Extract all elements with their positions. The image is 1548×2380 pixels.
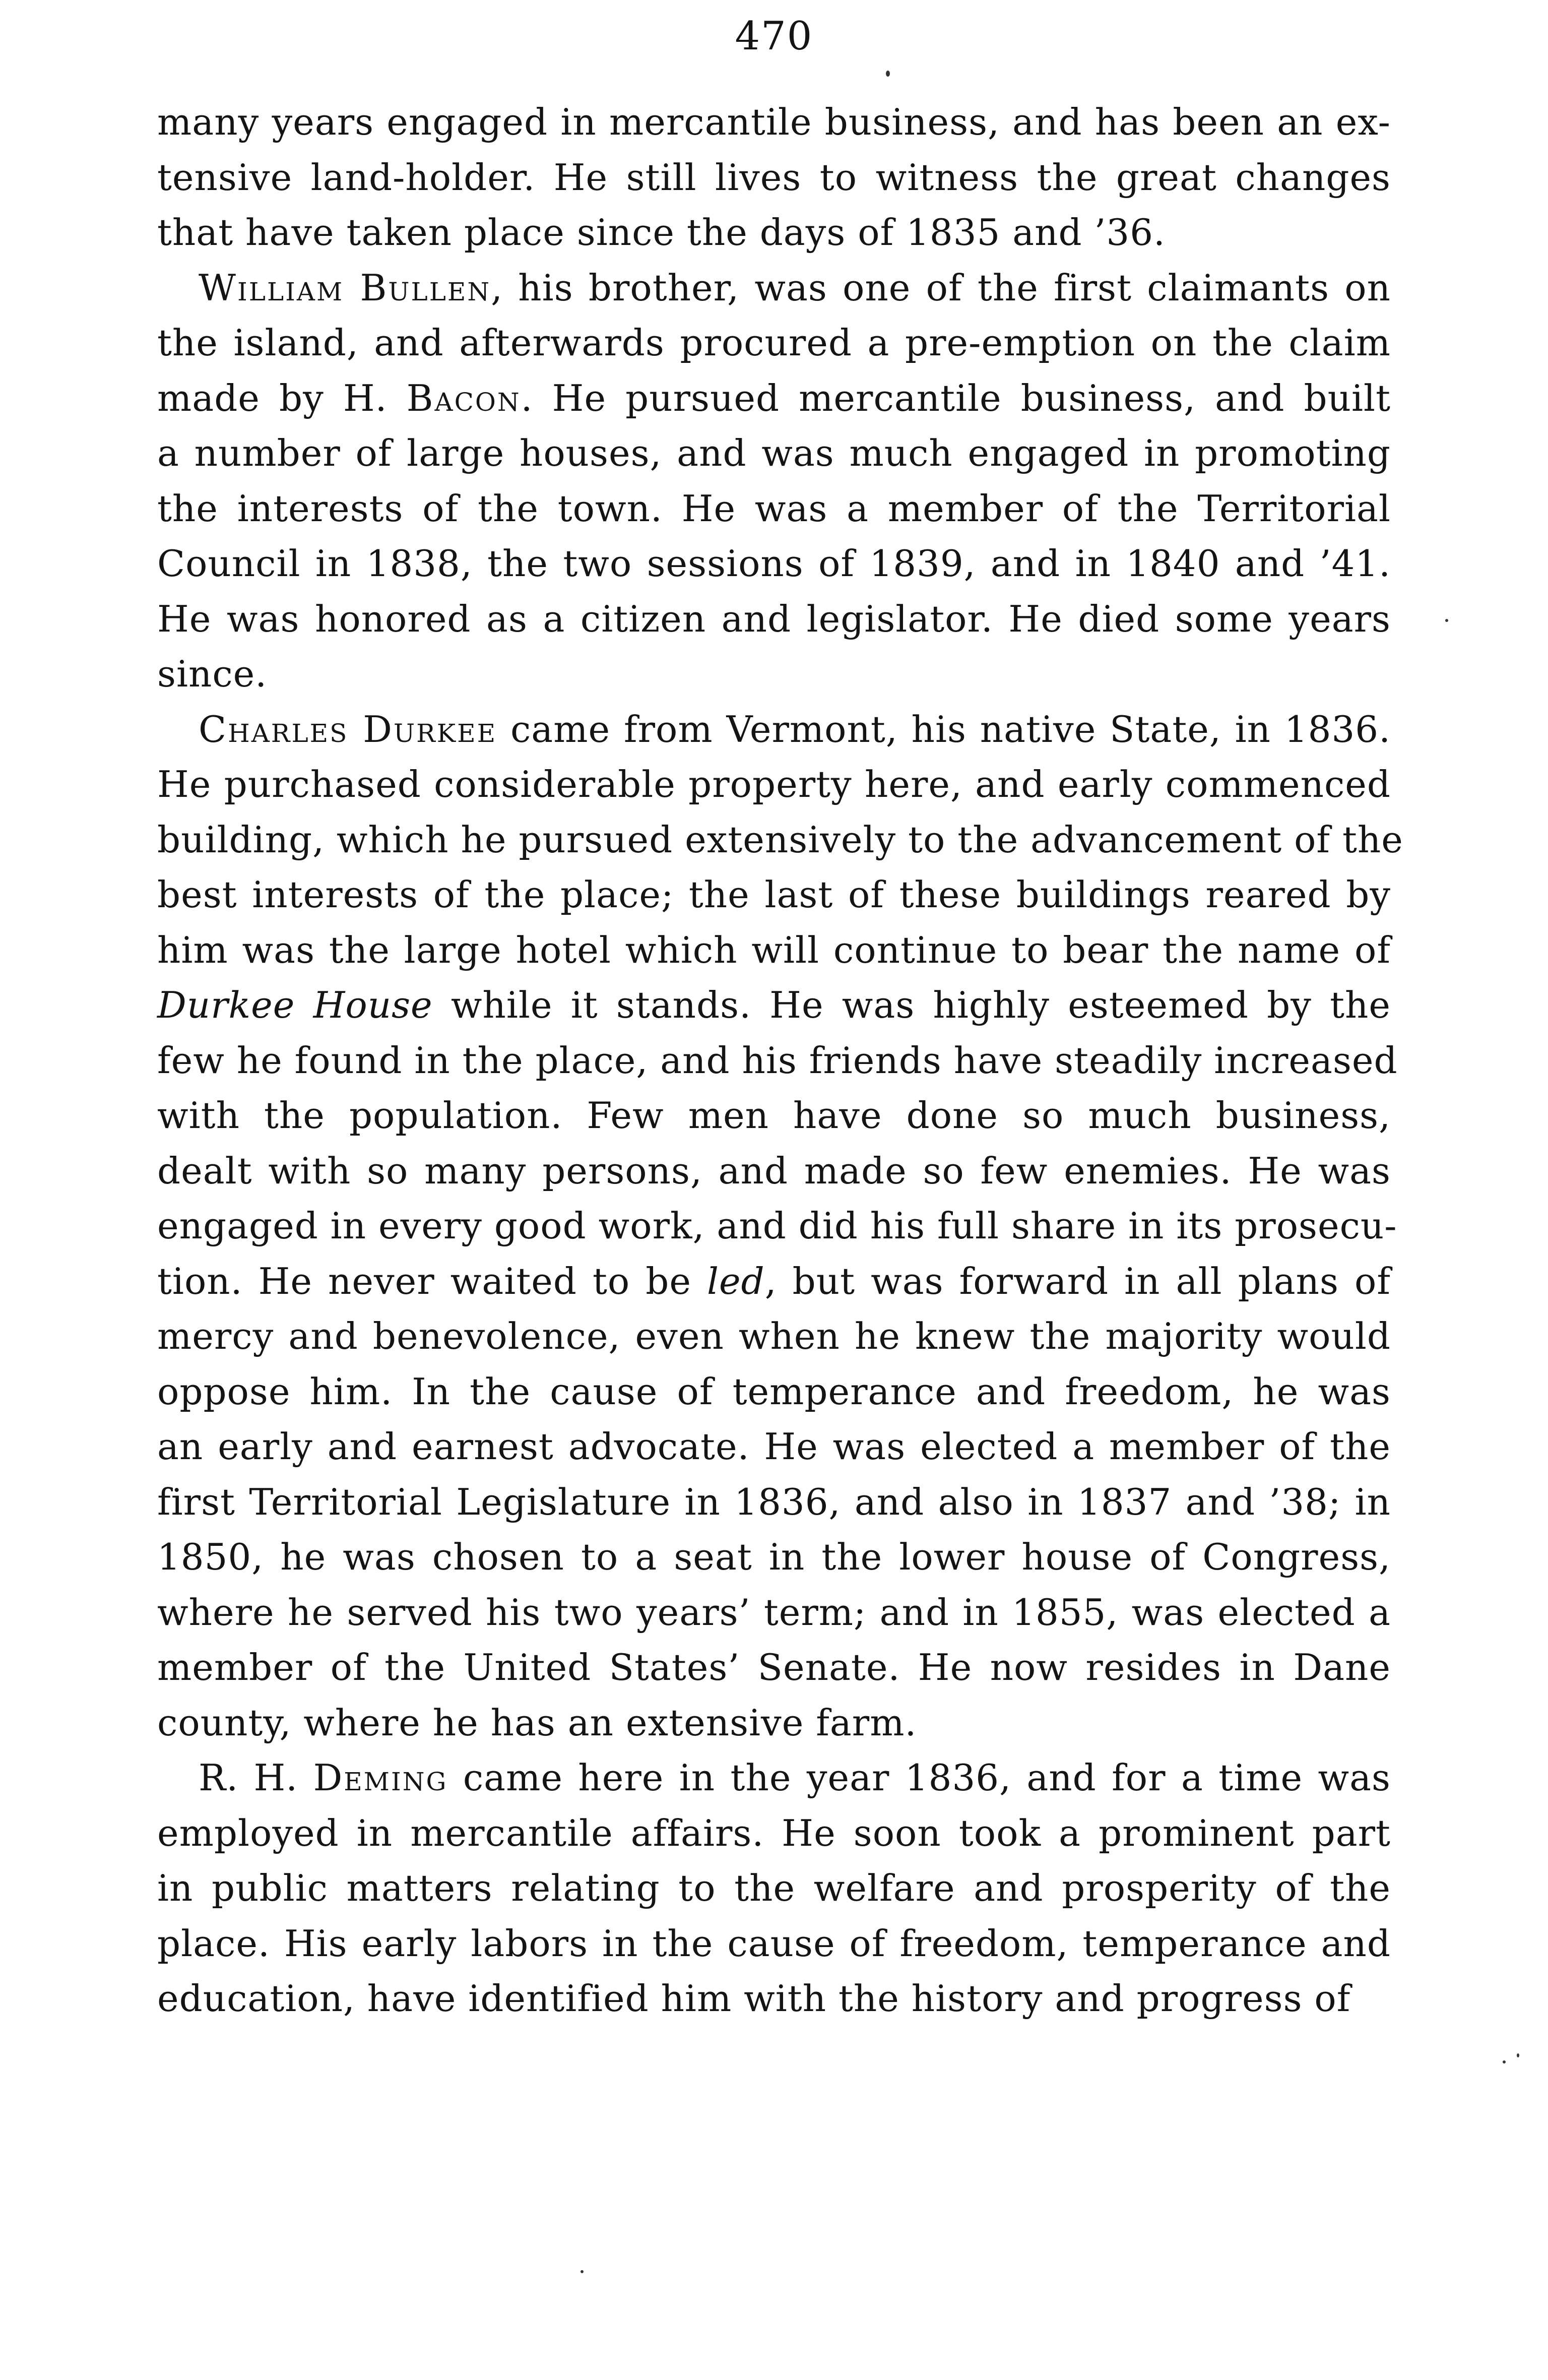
text-line <box>157 1640 1391 1696</box>
text-run: where he served his two years’ term; and in 1855, was elected a <box>157 1591 1391 1634</box>
text-run: Council in 1838, the two sessions of 1839, and in 1840 and ’41. <box>157 542 1391 585</box>
text-run: He was honored as a citizen and legislator. He died some years <box>157 597 1391 640</box>
text-run: the island, and afterwards procured a pre-emption on the claim <box>157 322 1391 364</box>
text-run: , his brother, was one of the first claimants on <box>491 266 1391 309</box>
text-run: that have taken place since the days of 1835 and ’36. <box>157 211 1166 254</box>
text-run: county, where he has an extensive farm. <box>157 1701 917 1744</box>
text-line <box>157 1530 1391 1585</box>
text-line <box>157 1419 1391 1475</box>
scan-speck <box>1445 619 1448 622</box>
text-line <box>157 1088 1391 1144</box>
text-line <box>157 1309 1391 1364</box>
body-text <box>157 95 1403 2027</box>
text-line <box>157 150 1391 206</box>
text-line <box>157 371 1391 426</box>
paragraph <box>157 95 1391 261</box>
name-small-caps: Bacon <box>406 377 521 419</box>
text-run: employed in mercantile affairs. He soon took a prominent part <box>157 1811 1391 1854</box>
text-run: the interests of the town. He was a member of the Territorial <box>157 487 1391 530</box>
text-run: while it stands. He was highly esteemed by the <box>432 984 1391 1026</box>
text-run: few he found in the place, and his friends have steadily increased <box>157 1039 1398 1082</box>
scan-speck <box>886 71 890 77</box>
text-line <box>157 757 1391 812</box>
text-line <box>157 812 1403 868</box>
text-line <box>157 261 1391 316</box>
text-line <box>157 1364 1391 1420</box>
text-line <box>157 1033 1398 1089</box>
text-run: him was the large hotel which will continue to bear the name of <box>157 928 1391 971</box>
text-line <box>157 1750 1391 1806</box>
text-line <box>157 1144 1391 1199</box>
text-line <box>157 1971 1391 2027</box>
text-line <box>157 426 1391 481</box>
text-line <box>157 1806 1391 1861</box>
paragraph <box>157 261 1391 702</box>
text-run: R. H. <box>199 1757 313 1799</box>
paragraph <box>157 1750 1391 2027</box>
scan-speck <box>1517 2053 1519 2057</box>
text-line <box>157 95 1391 150</box>
text-line <box>157 316 1391 371</box>
text-run: with the population. Few men have done so much business, <box>157 1094 1391 1137</box>
text-line <box>157 592 1391 647</box>
text-run: an early and earnest advocate. He was elected a member of the <box>157 1425 1391 1468</box>
text-run: , but was forward in all plans of <box>764 1260 1391 1302</box>
text-run: member of the United States’ Senate. He now resides in Dane <box>157 1646 1391 1688</box>
name-small-caps: William Bullen <box>199 266 491 309</box>
name-small-caps: Charles Durkee <box>199 708 497 750</box>
text-run: . He pursued mercantile business, and built <box>521 377 1391 419</box>
text-run: since. <box>157 653 268 695</box>
text-line <box>157 647 1391 702</box>
name-small-caps: Deming <box>313 1757 448 1799</box>
text-line <box>157 702 1391 758</box>
text-run: tion. He never waited to be <box>157 1260 707 1302</box>
text-run: He purchased considerable property here, and early commenced <box>157 763 1391 805</box>
text-line <box>157 923 1391 978</box>
text-line <box>157 205 1391 261</box>
text-run: 1850, he was chosen to a seat in the lower house of Congress, <box>157 1536 1391 1578</box>
text-line <box>157 1199 1397 1254</box>
text-line <box>157 1916 1391 1972</box>
scan-speck <box>1503 2060 1506 2063</box>
italic-text: led <box>707 1260 765 1302</box>
scan-speck <box>580 2270 584 2273</box>
page-number: 470 <box>735 14 813 59</box>
text-run: first Territorial Legislature in 1836, and also in 1837 and ’38; in <box>157 1480 1391 1523</box>
text-run: dealt with so many persons, and made so few enemies. He was <box>157 1149 1391 1192</box>
text-run: made by H. <box>157 377 407 419</box>
text-line <box>157 867 1391 923</box>
text-run: mercy and benevolence, even when he knew the majority would <box>157 1315 1391 1357</box>
text-run: education, have identified him with the history and progress of <box>157 1977 1351 2020</box>
text-run: engaged in every good work, and did his full share in its prosecu- <box>157 1205 1397 1247</box>
text-run: many years engaged in mercantile business, and has been an ex- <box>157 101 1391 143</box>
text-run: tensive land-holder. He still lives to witness the great changes <box>157 156 1391 199</box>
text-run: came here in the year 1836, and for a time was <box>447 1757 1391 1799</box>
text-line <box>157 1254 1391 1309</box>
text-run: place. His early labors in the cause of freedom, temperance and <box>157 1922 1391 1965</box>
text-line <box>157 978 1391 1033</box>
text-run: building, which he pursued extensively to the advancement of the <box>157 818 1403 861</box>
italic-text: Durkee House <box>157 984 433 1026</box>
text-run: came from Vermont, his native State, in 1836. <box>497 708 1391 750</box>
paragraph <box>157 702 1403 1751</box>
text-line <box>157 1475 1391 1530</box>
text-line <box>157 536 1391 592</box>
text-line <box>157 1861 1391 1916</box>
text-run: best interests of the place; the last of these buildings reared by <box>157 873 1391 916</box>
text-run: in public matters relating to the welfare and prosperity of the <box>157 1867 1391 1909</box>
text-line <box>157 481 1391 537</box>
text-run: a number of large houses, and was much engaged in promoting <box>157 432 1391 474</box>
text-line <box>157 1585 1391 1641</box>
text-line <box>157 1696 1391 1751</box>
text-run: oppose him. In the cause of temperance and freedom, he was <box>157 1370 1391 1413</box>
